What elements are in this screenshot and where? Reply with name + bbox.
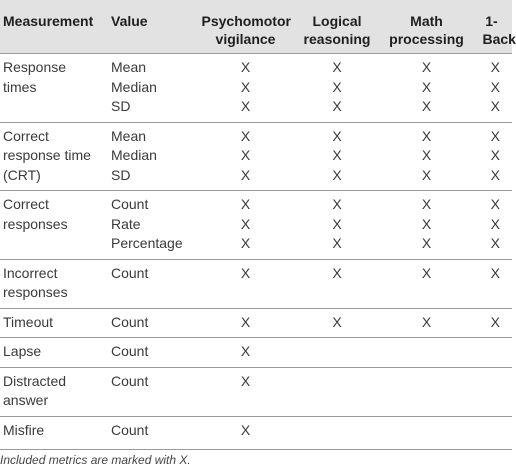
measurement-cell xyxy=(0,54,106,123)
mark-cell-logical-reasoning xyxy=(292,416,382,445)
mark-cell-logical-reasoning xyxy=(292,367,382,416)
included-mark: X xyxy=(490,166,500,183)
header-logical-reasoning xyxy=(292,0,382,54)
included-mark xyxy=(471,421,500,441)
included-mark: X xyxy=(332,313,342,330)
table-row xyxy=(0,308,512,338)
table-row xyxy=(0,338,512,368)
measurement-label: responses xyxy=(3,284,68,300)
included-mark: X xyxy=(240,313,251,330)
included-mark: X xyxy=(421,196,432,212)
measurement-cell xyxy=(0,259,106,308)
included-mark: X xyxy=(421,59,432,75)
mark-cell-psychomotor-vigilance xyxy=(199,259,292,308)
measurement-label: times xyxy=(3,78,37,95)
measurement-cell xyxy=(0,122,106,191)
included-mark: X xyxy=(240,98,251,114)
included-mark: X xyxy=(490,59,500,75)
value-cell xyxy=(106,259,199,308)
header-label: Math processing xyxy=(389,13,464,47)
value-cell xyxy=(106,122,199,191)
table-header-row xyxy=(0,0,512,54)
mark-cell-logical-reasoning xyxy=(292,308,382,338)
measurement-label: responses xyxy=(3,215,68,232)
included-mark: X xyxy=(421,98,432,114)
included-mark: X xyxy=(332,215,342,232)
measurement-cell xyxy=(0,191,106,260)
mark-cell-logical-reasoning xyxy=(292,191,382,260)
included-mark: X xyxy=(240,196,251,212)
header-label: Psychomotor vigilance xyxy=(201,13,291,47)
mark-cell-math-processing xyxy=(382,338,471,368)
included-mark xyxy=(292,421,382,441)
mark-cell-math-processing xyxy=(382,191,471,260)
included-mark xyxy=(292,372,382,392)
mark-cell-math-processing xyxy=(382,259,471,308)
included-mark xyxy=(292,342,382,362)
header-label: Logical reasoning xyxy=(303,13,371,47)
measurement-label: (CRT) xyxy=(3,166,41,183)
mark-cell-psychomotor-vigilance xyxy=(199,122,292,191)
value-cell xyxy=(106,191,199,260)
table-row xyxy=(0,416,512,445)
included-mark: X xyxy=(332,196,342,212)
value-cell xyxy=(106,338,199,368)
value-label: Count xyxy=(111,421,149,438)
included-mark: X xyxy=(490,147,500,163)
mark-cell-1-back xyxy=(471,416,512,445)
included-mark: X xyxy=(240,127,251,144)
header-1-back xyxy=(471,0,516,54)
included-mark: X xyxy=(332,98,342,114)
value-label: Median xyxy=(111,147,157,163)
measurement-label: Distracted xyxy=(3,372,67,389)
value-cell xyxy=(106,367,199,416)
included-mark: X xyxy=(240,78,251,95)
mark-cell-psychomotor-vigilance xyxy=(199,54,292,123)
included-mark xyxy=(382,421,471,441)
value-label: Percentage xyxy=(111,235,183,251)
table-footnote: Included metrics are marked with X. xyxy=(0,453,191,467)
measurement-cell xyxy=(0,416,106,445)
value-cell xyxy=(106,54,199,123)
included-mark: X xyxy=(421,235,432,251)
measurement-cell xyxy=(0,338,106,368)
value-label: Median xyxy=(111,78,157,95)
included-mark xyxy=(471,342,500,362)
measurement-label: Correct xyxy=(3,127,49,144)
measurement-label: Lapse xyxy=(3,343,42,359)
header-measurement: Measurement xyxy=(0,0,106,54)
included-mark: X xyxy=(421,147,432,163)
included-mark: X xyxy=(490,98,500,114)
included-mark: X xyxy=(490,235,500,251)
table-row xyxy=(0,54,512,123)
mark-cell-psychomotor-vigilance xyxy=(199,416,292,445)
value-label: Count xyxy=(111,264,149,281)
mark-cell-math-processing xyxy=(382,367,471,416)
mark-cell-logical-reasoning xyxy=(292,259,382,308)
included-mark: X xyxy=(421,313,432,330)
mark-cell-1-back xyxy=(471,122,512,191)
measurement-label: Response xyxy=(3,59,67,75)
mark-cell-math-processing xyxy=(382,54,471,123)
mark-cell-1-back xyxy=(471,308,512,338)
included-mark: X xyxy=(490,215,500,232)
mark-cell-1-back xyxy=(471,54,512,123)
included-mark: X xyxy=(490,127,500,144)
included-mark: X xyxy=(421,78,432,95)
value-label: SD xyxy=(111,166,131,183)
table-row xyxy=(0,367,512,416)
value-label: Mean xyxy=(111,127,147,144)
mark-cell-psychomotor-vigilance xyxy=(199,338,292,368)
included-mark xyxy=(471,372,500,392)
mark-cell-1-back xyxy=(471,259,512,308)
table-row xyxy=(0,191,512,260)
included-mark: X xyxy=(240,343,251,359)
header-label: 1-Back xyxy=(482,13,516,47)
header-value: Value xyxy=(106,0,199,54)
included-mark: X xyxy=(490,264,500,281)
table-bottom-rule xyxy=(0,449,512,450)
measurement-label: Misfire xyxy=(3,421,45,438)
mark-cell-psychomotor-vigilance xyxy=(199,367,292,416)
value-cell xyxy=(106,308,199,338)
measurement-label: Incorrect xyxy=(3,264,58,281)
included-mark: X xyxy=(240,59,251,75)
value-label: Rate xyxy=(111,215,141,232)
mark-cell-1-back xyxy=(471,367,512,416)
table-body xyxy=(0,54,512,446)
included-mark: X xyxy=(490,313,500,330)
included-mark xyxy=(382,342,471,362)
header-psychomotor-vigilance xyxy=(199,0,292,54)
included-mark: X xyxy=(240,235,251,251)
included-mark: X xyxy=(240,215,251,232)
mark-cell-math-processing xyxy=(382,308,471,338)
included-mark: X xyxy=(332,127,342,144)
value-label: Count xyxy=(111,343,149,359)
measurement-label: Correct xyxy=(3,196,49,212)
measurement-label: response time xyxy=(3,147,91,163)
mark-cell-logical-reasoning xyxy=(292,54,382,123)
mark-cell-math-processing xyxy=(382,416,471,445)
included-mark: X xyxy=(490,196,500,212)
mark-cell-1-back xyxy=(471,338,512,368)
measurement-cell xyxy=(0,367,106,416)
table-row xyxy=(0,122,512,191)
included-mark: X xyxy=(332,235,342,251)
mark-cell-psychomotor-vigilance xyxy=(199,191,292,260)
included-mark: X xyxy=(240,166,251,183)
included-mark: X xyxy=(332,147,342,163)
included-mark: X xyxy=(240,147,251,163)
included-mark: X xyxy=(421,215,432,232)
value-label: Count xyxy=(111,313,149,330)
included-mark: X xyxy=(332,78,342,95)
value-label: Count xyxy=(111,196,149,212)
value-label: SD xyxy=(111,98,131,114)
included-mark: X xyxy=(490,78,500,95)
included-mark: X xyxy=(240,264,251,281)
mark-cell-logical-reasoning xyxy=(292,338,382,368)
included-mark: X xyxy=(332,59,342,75)
value-label: Count xyxy=(111,372,149,389)
included-mark: X xyxy=(240,372,251,389)
included-mark: X xyxy=(240,421,251,438)
header-math-processing xyxy=(382,0,471,54)
value-cell xyxy=(106,416,199,445)
included-mark: X xyxy=(332,264,342,281)
measurement-label: Timeout xyxy=(3,313,54,330)
included-mark xyxy=(382,372,471,392)
included-mark: X xyxy=(332,166,342,183)
included-mark: X xyxy=(421,127,432,144)
included-mark: X xyxy=(421,166,432,183)
mark-cell-psychomotor-vigilance xyxy=(199,308,292,338)
included-mark: X xyxy=(421,264,432,281)
mark-cell-math-processing xyxy=(382,122,471,191)
mark-cell-logical-reasoning xyxy=(292,122,382,191)
value-label: Mean xyxy=(111,59,147,75)
table-row xyxy=(0,259,512,308)
measurement-label: answer xyxy=(3,392,49,408)
mark-cell-1-back xyxy=(471,191,512,260)
measurement-cell xyxy=(0,308,106,338)
